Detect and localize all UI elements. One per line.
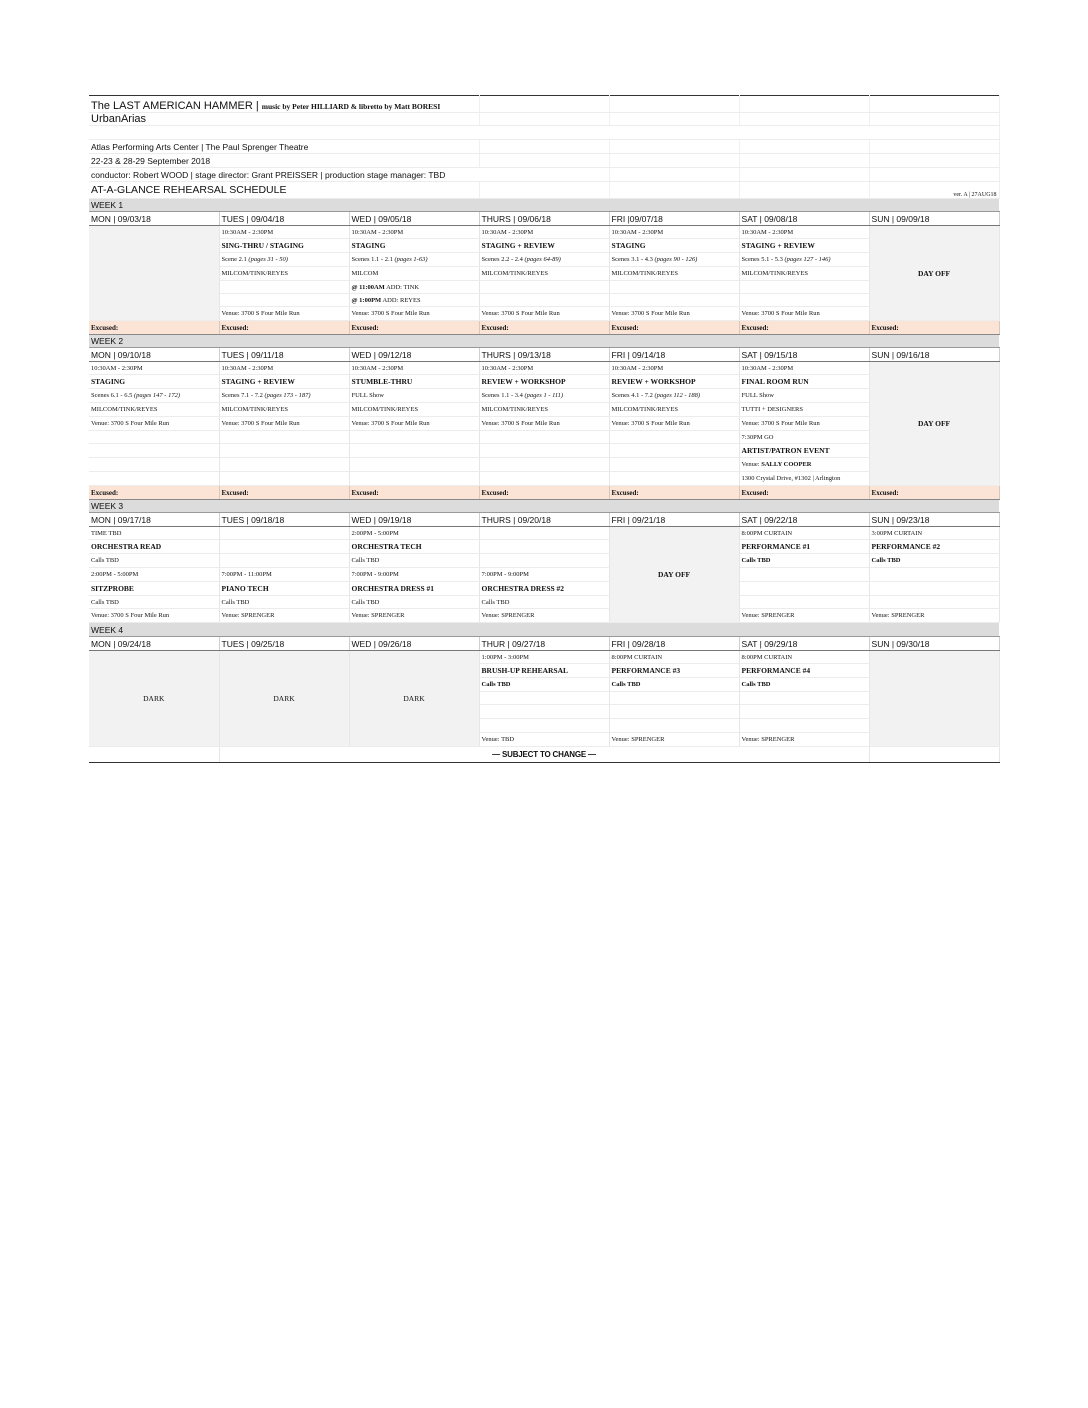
scene-range: Scenes 1.1 - 3.4 [481,392,523,399]
day-header: SAT | 09/29/18 [739,637,869,651]
event-time: 7:30PM GO [739,431,869,444]
empty-day-cell [869,651,999,747]
excused-cell: Excused: [89,321,219,335]
day-header: SAT | 09/22/18 [739,513,869,527]
day-off-cell: DAY OFF [609,527,739,623]
rehearsal-title: ORCHESTRA READ [89,540,219,554]
rehearsal-title: STAGING + REVIEW [739,239,869,253]
rehearsal-time: 10:30AM - 2:30PM [739,226,869,239]
calls-cell: Calls TBD [739,678,869,692]
week-label: WEEK 4 [89,623,999,637]
excused-cell: Excused: [869,321,999,335]
rehearsal-title: STAGING + REVIEW [479,239,609,253]
venue-cell: Venue: SPRENGER [219,609,349,623]
rehearsal-schedule-sheet [89,95,999,763]
rehearsal-title: PIANO TECH [219,582,349,596]
day-header: WED | 09/05/18 [349,212,479,226]
calls-cell: Calls TBD [869,554,999,568]
page-range: (pages 90 - 126) [654,256,698,263]
scenes-cell: FULL Show [739,389,869,403]
page-range: (pages 64-89) [524,256,561,263]
cast-cell: MILCOM/TINK/REYES [479,403,609,417]
venue-cell: Venue: 3700 S Four Mile Run [219,307,349,321]
event-title: ARTIST/PATRON EVENT [739,444,869,458]
day-header: THUR | 09/27/18 [479,637,609,651]
cast-cell: MILCOM/TINK/REYES [609,403,739,417]
week-label: WEEK 1 [89,199,999,212]
venue-cell: Venue: SPRENGER [739,733,869,747]
day-header: WED | 09/19/18 [349,513,479,527]
rehearsal-time: 10:30AM - 2:30PM [349,226,479,239]
scene-range: Scenes 1.1 - 2.1 [351,256,393,263]
venue-cell: Venue: 3700 S Four Mile Run [479,417,609,431]
excused-cell: Excused: [739,321,869,335]
scenes-cell [219,389,349,403]
cast-cell: MILCOM/TINK/REYES [349,403,479,417]
excused-cell: Excused: [89,486,219,500]
calls-cell: Calls TBD [89,554,219,568]
day-header: WED | 09/12/18 [349,348,479,362]
venue-line: Atlas Performing Arts Center | The Paul Sprenger Theatre [89,140,479,154]
day-header: FRI | 09/14/18 [609,348,739,362]
rehearsal-time: 1:00PM - 3:00PM [479,651,609,664]
rehearsal-time: 7:00PM - 9:00PM [479,568,609,582]
day-header: TUES | 09/25/18 [219,637,349,651]
page-range: (pages 1-63) [394,256,428,263]
dark-day-cell: DARK [349,651,479,747]
cast-cell: MILCOM [349,267,479,281]
empty-day-cell [89,226,219,321]
page-range: (pages 127 - 146) [784,256,831,263]
scenes-cell [739,253,869,267]
rehearsal-time: 10:30AM - 2:30PM [479,362,609,375]
rehearsal-time: 7:00PM - 11:00PM [219,568,349,582]
scene-range: Scene 2.1 [221,256,247,263]
day-header: FRI |09/07/18 [609,212,739,226]
week-label: WEEK 3 [89,500,999,513]
excused-cell: Excused: [219,321,349,335]
rehearsal-title: FINAL ROOM RUN [739,375,869,389]
add-time: @ 1:00PM [351,296,382,304]
day-header: SAT | 09/15/18 [739,348,869,362]
day-header: FRI | 09/28/18 [609,637,739,651]
day-header: MON | 09/10/18 [89,348,219,362]
rehearsal-title: BRUSH-UP REHEARSAL [479,664,609,678]
scenes-cell [219,253,349,267]
venue-cell: Venue: 3700 S Four Mile Run [479,307,609,321]
day-header: MON | 09/24/18 [89,637,219,651]
scenes-cell [349,253,479,267]
day-header: SUN | 09/30/18 [869,637,999,651]
calls-cell: Calls TBD [479,596,609,609]
venue-cell: Venue: 3700 S Four Mile Run [219,417,349,431]
day-header: THURS | 09/20/18 [479,513,609,527]
day-header: THURS | 09/13/18 [479,348,609,362]
day-header: TUES | 09/04/18 [219,212,349,226]
scene-range: Scenes 2.2 - 2.4 [481,256,523,263]
venue-cell: Venue: SPRENGER [869,609,999,623]
schedule-title: AT-A-GLANCE REHEARSAL SCHEDULE [89,182,479,199]
rehearsal-time: 7:00PM - 9:00PM [349,568,479,582]
excused-cell: Excused: [739,486,869,500]
staff-line: conductor: Robert WOOD | stage director: Grant PREISSER | production stage manager: TBD [89,168,609,182]
rehearsal-time: 10:30AM - 2:30PM [219,226,349,239]
add-call-cell [349,294,479,307]
rehearsal-title: SING-THRU / STAGING [219,239,349,253]
day-header: WED | 09/26/18 [349,637,479,651]
add-note: ADD: REYES [382,296,421,304]
venue-cell: Venue: 3700 S Four Mile Run [609,417,739,431]
venue-cell: Venue: SPRENGER [609,733,739,747]
rehearsal-time: 10:30AM - 2:30PM [219,362,349,375]
add-note: ADD: TINK [386,283,420,291]
rehearsal-title: SITZPROBE [89,582,219,596]
cast-cell: MILCOM/TINK/REYES [479,267,609,281]
venue-cell: Venue: 3700 S Four Mile Run [609,307,739,321]
day-off-cell: DAY OFF [869,226,999,321]
day-header: THURS | 09/06/18 [479,212,609,226]
page-range: (pages 147 - 172) [133,392,181,399]
day-header: MON | 09/03/18 [89,212,219,226]
cast-cell: TUTTI + DESIGNERS [739,403,869,417]
page-range: (pages 173 - 187) [264,392,311,399]
rehearsal-title: ORCHESTRA TECH [349,540,479,554]
rehearsal-time: TIME TBD [89,527,219,540]
event-address: 1300 Crystal Drive, #1302 | Arlington [739,472,869,486]
venue-cell: Venue: 3700 S Four Mile Run [739,417,869,431]
cast-cell: MILCOM/TINK/REYES [219,403,349,417]
scene-range: Scenes 7.1 - 7.2 [221,392,263,399]
excused-cell: Excused: [479,321,609,335]
excused-cell: Excused: [479,486,609,500]
rehearsal-title: STAGING [89,375,219,389]
day-header: FRI | 09/21/18 [609,513,739,527]
performance-title: PERFORMANCE #4 [739,664,869,678]
week-label: WEEK 2 [89,335,999,348]
rehearsal-time: 10:30AM - 2:30PM [479,226,609,239]
page-range: (pages 112 - 188) [654,392,701,399]
company-name: UrbanArias [89,113,479,126]
day-header: TUES | 09/18/18 [219,513,349,527]
day-header: SUN | 09/23/18 [869,513,999,527]
calls-cell: Calls TBD [609,678,739,692]
day-off-cell: DAY OFF [869,362,999,486]
curtain-time: 8:00PM CURTAIN [609,651,739,664]
cast-cell: MILCOM/TINK/REYES [219,267,349,281]
curtain-time: 3:00PM CURTAIN [869,527,999,540]
venue-cell: Venue: SPRENGER [479,609,609,623]
venue-cell: Venue: SPRENGER [739,609,869,623]
day-header: SUN | 09/09/18 [869,212,999,226]
scenes-cell: FULL Show [349,389,479,403]
scenes-cell [89,389,219,403]
day-header: MON | 09/17/18 [89,513,219,527]
excused-cell: Excused: [349,321,479,335]
rehearsal-title: STAGING + REVIEW [219,375,349,389]
scenes-cell [609,253,739,267]
show-title: The LAST AMERICAN HAMMER | [91,100,259,112]
rehearsal-time: 10:30AM - 2:30PM [609,226,739,239]
scene-range: Scenes 4.1 - 7.2 [611,392,653,399]
venue-cell: Venue: SPRENGER [349,609,479,623]
cast-cell: MILCOM/TINK/REYES [89,403,219,417]
day-header: TUES | 09/11/18 [219,348,349,362]
rehearsal-time: 10:30AM - 2:30PM [739,362,869,375]
performance-title: PERFORMANCE #2 [869,540,999,554]
curtain-time: 8:00PM CURTAIN [739,527,869,540]
show-credits: music by Peter HILLIARD & libretto by Matt BORESI [261,102,441,111]
excused-cell: Excused: [219,486,349,500]
performance-dates: 22-23 & 28-29 September 2018 [89,154,479,168]
calls-cell: Calls TBD [349,554,479,568]
scene-range: Scenes 6.1 - 6.5 [91,392,133,399]
event-venue [739,458,869,472]
scenes-cell [609,389,739,403]
version-tag: ver. A | 27AUG18 [869,182,999,199]
rehearsal-title: ORCHESTRA DRESS #1 [349,582,479,596]
rehearsal-time: 10:30AM - 2:30PM [349,362,479,375]
dark-day-cell: DARK [89,651,219,747]
cast-cell: MILCOM/TINK/REYES [739,267,869,281]
rehearsal-title: STAGING [609,239,739,253]
page-range: (pages 1 - 111) [524,392,564,399]
calls-cell: Calls TBD [89,596,219,609]
dark-day-cell: DARK [219,651,349,747]
page-range: (pages 31 - 50) [248,256,288,263]
excused-cell: Excused: [349,486,479,500]
show-title-cell [89,96,479,113]
calls-cell: Calls TBD [219,596,349,609]
venue-cell: Venue: 3700 S Four Mile Run [349,417,479,431]
venue-cell: Venue: 3700 S Four Mile Run [89,609,219,623]
calls-cell: Calls TBD [739,554,869,568]
venue-cell: Venue: 3700 S Four Mile Run [739,307,869,321]
calls-cell: Calls TBD [479,678,609,692]
scene-range: Scenes 5.1 - 5.3 [741,256,783,263]
rehearsal-time: 2:00PM - 5:00PM [89,568,219,582]
schedule-table [89,95,1000,763]
performance-title: PERFORMANCE #1 [739,540,869,554]
rehearsal-title: STAGING [349,239,479,253]
curtain-time: 8:00PM CURTAIN [739,651,869,664]
rehearsal-time: 10:30AM - 2:30PM [89,362,219,375]
performance-title: PERFORMANCE #3 [609,664,739,678]
excused-cell: Excused: [869,486,999,500]
subject-to-change-note: — SUBJECT TO CHANGE — [219,747,869,763]
rehearsal-time: 2:00PM - 5:00PM [349,527,479,540]
excused-cell: Excused: [609,321,739,335]
add-time: @ 11:00AM [351,283,385,291]
day-header: SAT | 09/08/18 [739,212,869,226]
excused-cell: Excused: [609,486,739,500]
add-call-cell [349,281,479,294]
venue-cell: Venue: 3700 S Four Mile Run [89,417,219,431]
scenes-cell [479,253,609,267]
calls-cell: Calls TBD [349,596,479,609]
venue-name: SALLY COOPER [761,461,812,468]
rehearsal-time: 10:30AM - 2:30PM [609,362,739,375]
rehearsal-title: REVIEW + WORKSHOP [609,375,739,389]
rehearsal-title: STUMBLE-THRU [349,375,479,389]
cast-cell: MILCOM/TINK/REYES [609,267,739,281]
venue-cell: Venue: TBD [479,733,609,747]
venue-label: Venue: [741,461,760,468]
scenes-cell [479,389,609,403]
rehearsal-title: ORCHESTRA DRESS #2 [479,582,609,596]
day-header: SUN | 09/16/18 [869,348,999,362]
rehearsal-title: REVIEW + WORKSHOP [479,375,609,389]
venue-cell: Venue: 3700 S Four Mile Run [349,307,479,321]
scene-range: Scenes 3.1 - 4.3 [611,256,653,263]
